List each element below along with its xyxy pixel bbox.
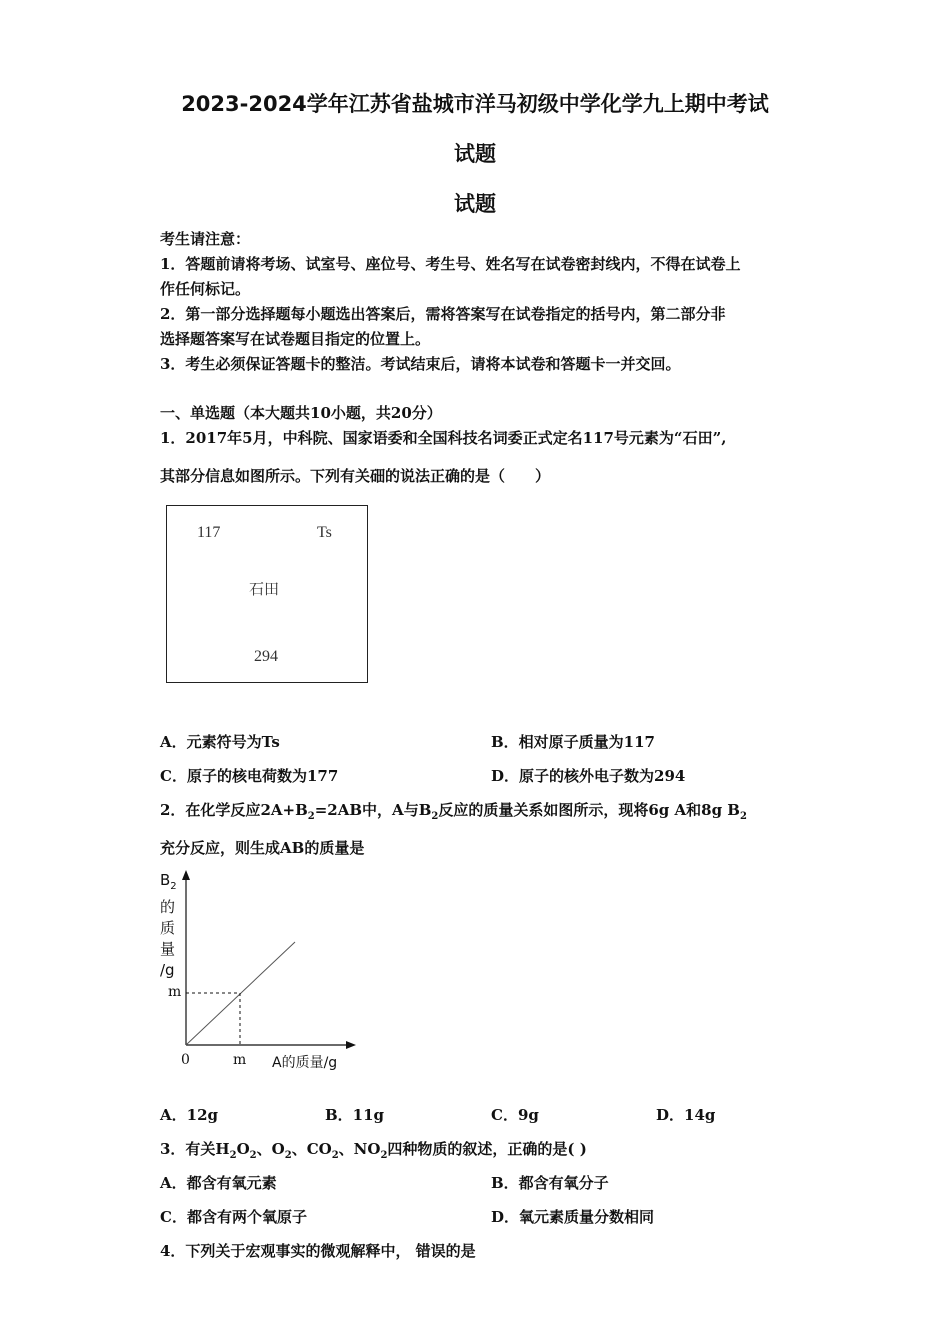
q2-option-b[interactable]: B．11g — [325, 1106, 385, 1124]
q2-option-d[interactable]: D．14g — [656, 1106, 716, 1124]
q2-option-a[interactable]: A．12g — [160, 1106, 219, 1124]
q4-stem: 4．下列关于宏观事实的微观解释中， 错误的是 — [160, 1242, 476, 1260]
mass-relation-graph — [150, 865, 380, 1080]
x-tick-m: m — [233, 1052, 247, 1068]
element-mass: 294 — [254, 648, 278, 665]
q3-stem: 3．有关$H_2O_2$、$O_2$、$CO_2$、$NO_2$四种物质的叙述，正确的是( ) — [160, 1140, 587, 1161]
origin-label: 0 — [181, 1052, 190, 1068]
notice-item-1a: 1．答题前请将考场、试室号、座位号、考生号、姓名写在试卷密封线内，不得在试卷上 — [160, 255, 741, 273]
x-axis-label: A的质量/g — [272, 1055, 338, 1071]
exam-title-line1: 2023-2024学年江苏省盐城市洋马初级中学化学九上期中考试 — [181, 92, 769, 116]
element-name: 石田 — [249, 580, 280, 598]
y-tick-m: m — [168, 984, 182, 1000]
element-card — [166, 505, 368, 683]
notice-item-1b: 作任何标记。 — [160, 280, 251, 298]
q1-option-a[interactable]: A．元素符号为Ts — [160, 733, 280, 751]
q3-option-b[interactable]: B．都含有氧分子 — [491, 1174, 609, 1192]
q2-stem-line1: 2．在化学反应$2A+B_2=2AB$中，A与$B_2$反应的质量关系如图所示，现将6g A和8g $B_2$ — [160, 801, 747, 822]
q1-option-c[interactable]: C．原子的核电荷数为177 — [160, 767, 339, 785]
q3-option-a[interactable]: A．都含有氧元素 — [160, 1174, 277, 1192]
q1-stem-line1: 1．2017年5月，中科院、国家语委和全国科技名词委正式定名117号元素为“石田”, — [160, 429, 727, 447]
q2-stem-line2: 充分反应，则生成AB的质量是 — [160, 839, 365, 857]
q3-option-d[interactable]: D．氧元素质量分数相同 — [491, 1208, 655, 1226]
q2-option-c[interactable]: C．9g — [491, 1106, 539, 1124]
exam-title-line3: 试题 — [454, 192, 496, 216]
exam-title-line2: 试题 — [454, 142, 496, 166]
q1-stem-line2: 其部分信息如图所示。下列有关鿬的说法正确的是（ ） — [160, 467, 551, 485]
section-heading: 一、单选题（本大题共10小题，共20分） — [160, 404, 442, 422]
y-axis-label: $B_2$ 的 质 量 /g — [160, 871, 177, 979]
notice-item-3: 3．考生必须保证答题卡的整洁。考试结束后，请将本试卷和答题卡一并交回。 — [160, 355, 681, 373]
element-atomic-number: 117 — [197, 524, 221, 541]
q1-option-b[interactable]: B．相对原子质量为117 — [491, 733, 655, 751]
x-axis-arrow — [346, 1041, 356, 1049]
notice-item-2a: 2．第一部分选择题每小题选出答案后，需将答案写在试卷指定的括号内，第二部分非 — [160, 305, 726, 323]
notice-heading: 考生请注意： — [160, 230, 251, 248]
q3-option-c[interactable]: C．都含有两个氧原子 — [160, 1208, 307, 1226]
notice-item-2b: 选择题答案写在试卷题目指定的位置上。 — [160, 330, 431, 348]
q1-option-d[interactable]: D．原子的核外电子数为294 — [491, 767, 686, 785]
y-axis-arrow — [182, 870, 190, 880]
element-symbol: Ts — [317, 524, 332, 541]
